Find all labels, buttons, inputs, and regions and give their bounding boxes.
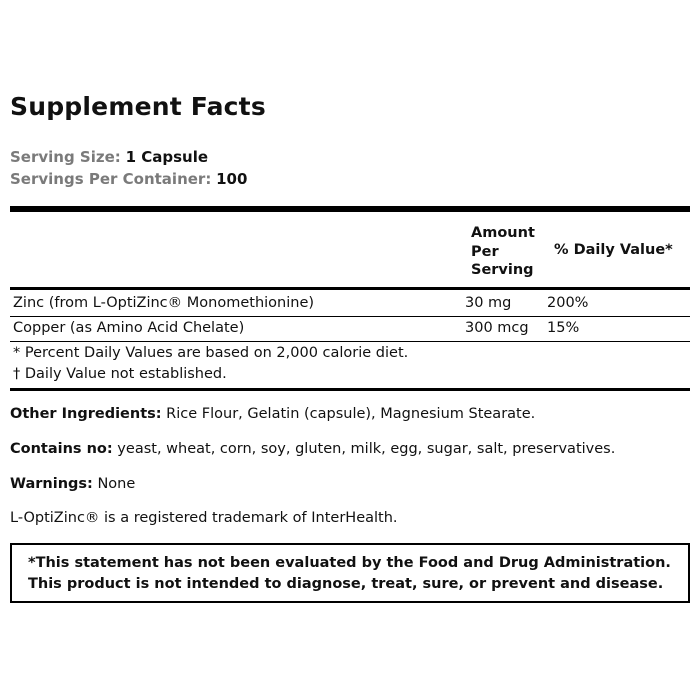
header-divider xyxy=(10,287,690,290)
contains-no-label: Contains no: xyxy=(10,441,113,457)
serving-size-label: Serving Size: xyxy=(10,148,121,166)
serving-size xyxy=(10,146,247,168)
warnings-label: Warnings: xyxy=(10,476,93,492)
bottom-divider xyxy=(10,388,690,391)
other-ingredients xyxy=(10,404,535,424)
contains-no-text: yeast, wheat, corn, soy, gluten, milk, egg, sugar, salt, preservatives. xyxy=(112,441,616,457)
other-ingredients-text: Rice Flour, Gelatin (capsule), Magnesium Stearate. xyxy=(161,406,536,422)
footnote-dv-not-established: † Daily Value not established. xyxy=(13,366,227,382)
contains-no xyxy=(10,439,615,459)
nutrient-amount: 300 mcg xyxy=(465,320,529,336)
serving-size-value: 1 Capsule xyxy=(125,148,209,166)
supplement-title: Supplement Facts xyxy=(10,92,266,121)
amount-header-line: Per xyxy=(471,243,499,260)
disclaimer-line: *This statement has not been evaluated by the Food and Drug Administration. xyxy=(28,555,671,571)
serving-info xyxy=(10,146,247,190)
table-row xyxy=(10,292,690,314)
fda-disclaimer-box xyxy=(10,543,690,603)
row-divider xyxy=(10,341,690,342)
daily-value-header: % Daily Value* xyxy=(554,242,673,258)
servings-per-container-value: 100 xyxy=(216,170,248,188)
footnote-percent-dv: * Percent Daily Values are based on 2,000 calorie diet. xyxy=(13,345,409,361)
nutrient-amount: 30 mg xyxy=(465,295,512,311)
trademark-note: L-OptiZinc® is a registered trademark of InterHealth. xyxy=(10,510,398,526)
top-thick-divider xyxy=(10,206,690,212)
nutrient-daily-value: 200% xyxy=(547,295,589,311)
nutrient-name: Zinc (from L-OptiZinc® Monomethionine) xyxy=(13,295,315,311)
other-ingredients-label: Other Ingredients: xyxy=(10,406,162,422)
amount-header-line: Serving xyxy=(471,262,534,278)
table-row xyxy=(10,317,690,339)
nutrient-name: Copper (as Amino Acid Chelate) xyxy=(13,320,245,336)
amount-per-serving-header xyxy=(471,224,551,280)
warnings xyxy=(10,474,135,494)
servings-per-container-label: Servings Per Container: xyxy=(10,170,212,188)
warnings-text: None xyxy=(92,476,136,492)
disclaimer-line: This product is not intended to diagnose, treat, sure, or prevent and disease. xyxy=(28,576,664,592)
servings-per-container xyxy=(10,168,247,190)
nutrient-daily-value: 15% xyxy=(547,320,580,336)
amount-header-line: Amount xyxy=(471,225,535,241)
